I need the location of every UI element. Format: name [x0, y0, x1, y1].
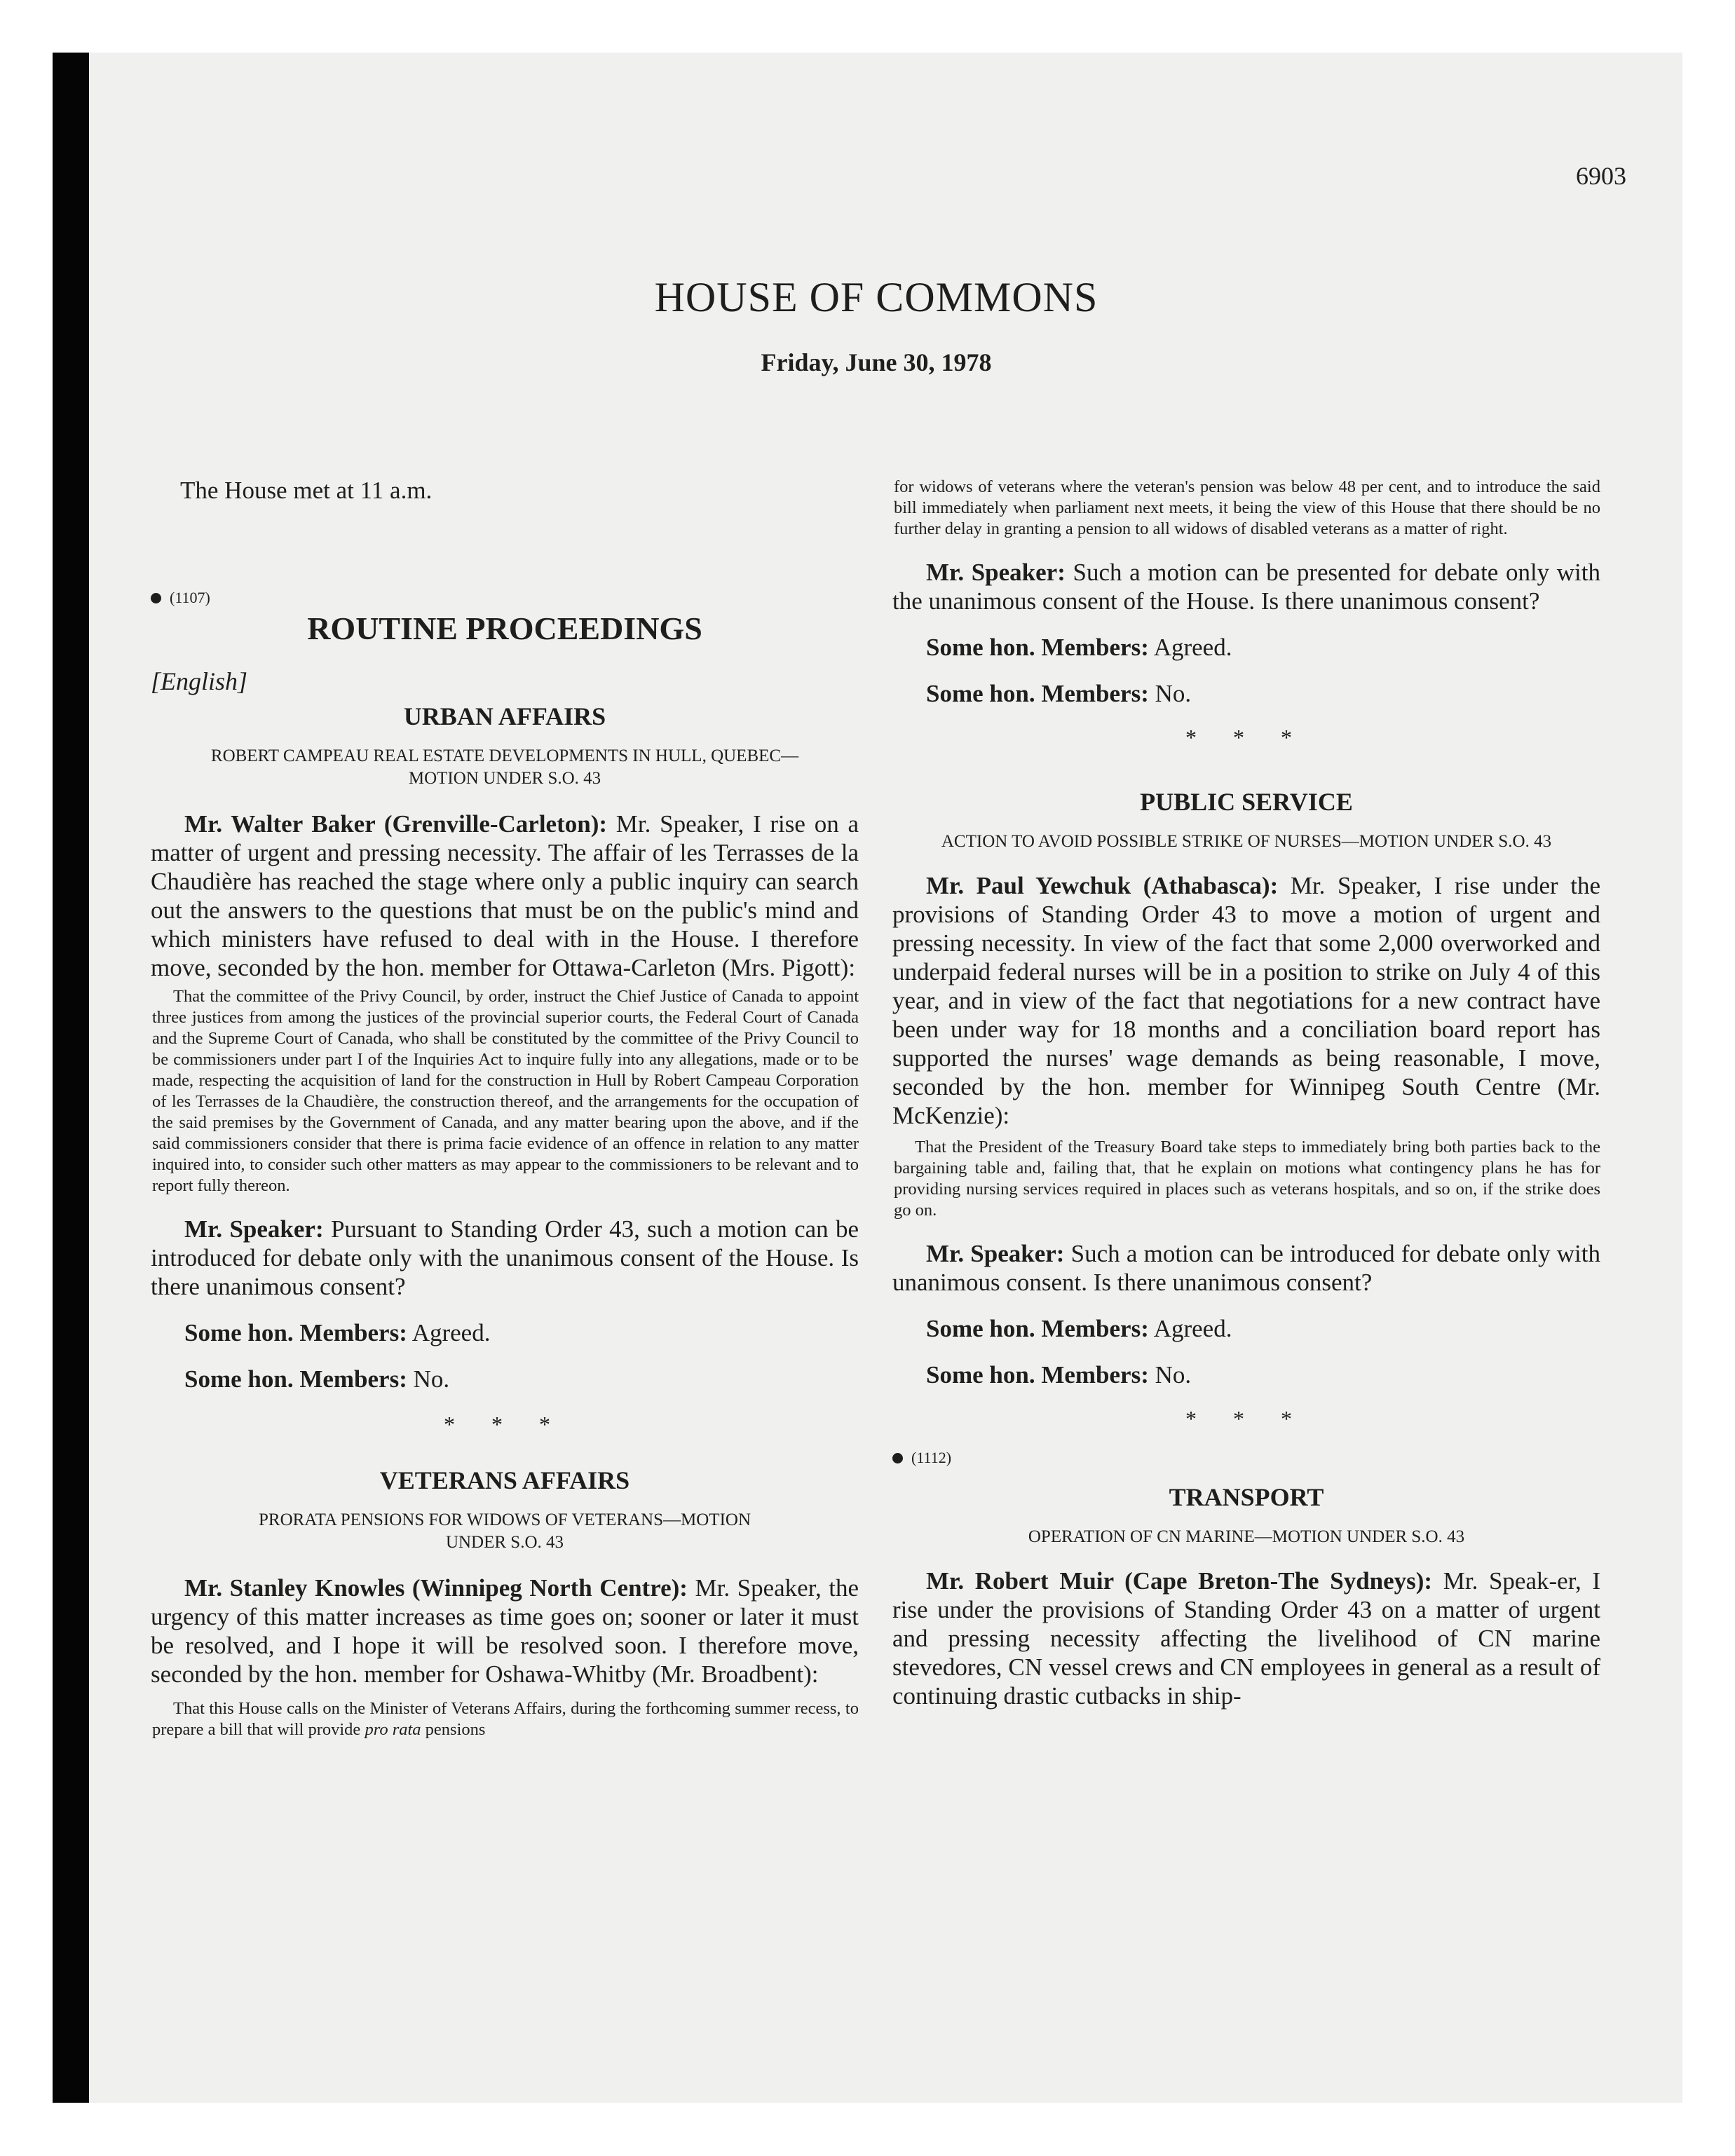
- members-agreed: [151, 1319, 859, 1347]
- veterans-motion-continued: for widows of veterans where the veteran's pension was below 48 per cent, and to introduce the said bill immediately when parliament next meets, it being the view of this House that there should be no further delay in granting a pension to all widows of disabled veterans as a matter of right.: [894, 477, 1600, 538]
- members-no: [151, 1365, 859, 1393]
- members-agreed: [892, 634, 1600, 662]
- speech-text: Mr. Speaker, I rise under the provisions of Standing Order 43 to move a motion of urgent and pressing necessity. In view of the fact that some 2,000 overworked and underpaid federal nurses will be in a position to strike on July 4 of this year, and in view of the fact that negotiations for a new contract have been under way for 18 months and a conciliation board report has supported the nurses' wage demands as being reasonable, I move, seconded by the hon. member for Winnipeg South Centre (Mr. McKenzie):: [892, 872, 1601, 1129]
- time-marker: [892, 1449, 1600, 1467]
- speaker-name: Some hon. Members:: [926, 1315, 1149, 1342]
- baker-speech: [151, 810, 859, 982]
- speaker-name: Mr. Robert Muir (Cape Breton-The Sydneys):: [926, 1567, 1433, 1595]
- speech-text: No.: [1155, 680, 1192, 707]
- urban-affairs-heading: URBAN AFFAIRS: [403, 702, 606, 730]
- transport-heading: TRANSPORT: [1169, 1483, 1324, 1511]
- speaker-name: Mr. Paul Yewchuk (Athabasca):: [926, 872, 1279, 899]
- motion-text: That this House calls on the Minister of Veterans Affairs, during the forthcoming summer recess, to prepare a bill that will provide: [152, 1699, 859, 1739]
- speaker-name: Mr. Walter Baker (Grenville-Carleton):: [184, 810, 608, 838]
- speaker-name: Some hon. Members:: [926, 634, 1149, 661]
- speaker-reply-3: [892, 1239, 1600, 1297]
- page-title: HOUSE OF COMMONS: [654, 274, 1098, 320]
- veterans-affairs-subheading: PRORATA PENSIONS FOR WIDOWS OF VETERANS—MOTION UNDER S.O. 43: [258, 1510, 751, 1552]
- language-tag: [English]: [151, 667, 248, 695]
- speech-text: Agreed.: [1153, 1315, 1232, 1342]
- members-no: [892, 680, 1600, 708]
- speaker-name: Some hon. Members:: [926, 680, 1149, 707]
- section-divider: * * *: [1185, 1406, 1307, 1431]
- members-agreed: [892, 1315, 1600, 1343]
- veterans-affairs-heading: VETERANS AFFAIRS: [379, 1466, 630, 1494]
- members-no: [892, 1361, 1600, 1389]
- urban-affairs-subheading: ROBERT CAMPEAU REAL ESTATE DEVELOPMENTS IN HULL, QUEBEC—MOTION UNDER S.O. 43: [210, 746, 799, 788]
- speaker-name: Mr. Speaker:: [184, 1215, 324, 1243]
- page-number: 6903: [1576, 162, 1626, 190]
- left-column: [151, 477, 859, 1740]
- yewchuk-motion: That the President of the Treasury Board take steps to immediately bring both parties back to the bargaining table and, failing that, that he explain on motions what contingency plans he has for providing nursing services required in places such as veterans hospitals, and so on, if the strike does go on.: [894, 1138, 1600, 1220]
- speaker-name: Mr. Speaker:: [926, 559, 1066, 586]
- speech-text: Mr. Speaker, the urgency of this matter increases as time goes on; sooner or later it must be resolved, and I hope it will be resolved soon. I therefore move, seconded by the hon. member for Oshawa-Whitby (Mr. Broadbent):: [151, 1574, 859, 1688]
- public-service-heading: PUBLIC SERVICE: [1140, 788, 1353, 816]
- bullet-icon: [151, 593, 161, 603]
- speech-text: Such a motion can be introduced for debate only with unanimous consent. Is there unanimous consent?: [892, 1240, 1601, 1296]
- yewchuk-speech: [892, 871, 1600, 1130]
- section-title: ROUTINE PROCEEDINGS: [307, 610, 702, 646]
- right-column: [892, 477, 1600, 1710]
- time-marker: [151, 589, 859, 607]
- time-stamp: (1112): [911, 1449, 952, 1466]
- baker-motion: That the committee of the Privy Council, by order, instruct the Chief Justice of Canada to appoint three justices from among the justices of the provincial superior courts, the Federal Court of Canada and the Supreme Court of Canada, who shall be constituted by the committee of the Privy Council to be commissioners under part I of the Inquiries Act to inquire fully into any allegations, made or to be made, respecting the acquisition of land for the construction in Hull by Robert Campeau Corporation of les Terrasses de la Chaudière, the construction thereof, and the arrangements for the occupation of the said premises by the Government of Canada, and any matter bearing upon the above, and if the said commissioners consider that there is prima facie evidence of an offence in relation to any matter inquired into, to consider such other matters as may appear to the commissioners to be relevant and to report fully thereon.: [152, 987, 859, 1195]
- section-divider: * * *: [1185, 725, 1307, 750]
- speech-text: No.: [1155, 1361, 1192, 1389]
- muir-speech: [892, 1567, 1600, 1710]
- speaker-reply-1: [151, 1215, 859, 1301]
- speaker-name: Mr. Speaker:: [926, 1240, 1065, 1267]
- speaker-name: Mr. Stanley Knowles (Winnipeg North Centre):: [184, 1574, 688, 1602]
- speech-text: Agreed.: [1153, 634, 1232, 661]
- speech-text: Pursuant to Standing Order 43, such a motion can be introduced for debate only with the unanimous consent of the House. Is there unanimous consent?: [151, 1215, 859, 1300]
- motion-italic-text: pro rata: [365, 1720, 421, 1739]
- speaker-name: Some hon. Members:: [184, 1319, 407, 1346]
- speaker-name: Some hon. Members:: [184, 1365, 407, 1393]
- speaker-reply-2: [892, 558, 1600, 615]
- house-met-line: The House met at 11 a.m.: [180, 477, 433, 504]
- section-divider: * * *: [444, 1412, 566, 1437]
- public-service-subheading: ACTION TO AVOID POSSIBLE STRIKE OF NURSES—MOTION UNDER S.O. 43: [941, 832, 1552, 851]
- time-stamp: (1107): [170, 589, 210, 606]
- speaker-name: Some hon. Members:: [926, 1361, 1149, 1389]
- knowles-speech: [151, 1574, 859, 1688]
- speech-text: Mr. Speaker, I rise on a matter of urgent and pressing necessity. The affair of les Terrasses de la Chaudière has reached the stage where only a public inquiry can search out the answers to the questions that must be on the public's mind and which ministers have refused to deal with in the House. I therefore move, seconded by the hon. member for Ottawa-Carleton (Mrs. Pigott):: [151, 810, 859, 981]
- speech-text: Mr. Speak-er, I rise under the provisions of Standing Order 43 on a matter of urgent and pressing necessity affecting the livelihood of CN marine stevedores, CN vessel crews and CN employees in general as a result of continuing drastic cutbacks in ship-: [892, 1567, 1600, 1710]
- motion-text: pensions: [421, 1720, 486, 1739]
- transport-subheading: OPERATION OF CN MARINE—MOTION UNDER S.O. 43: [1028, 1527, 1465, 1546]
- speech-text: No.: [413, 1365, 450, 1393]
- speech-text: Such a motion can be presented for debate only with the unanimous consent of the House. Is there unanimous consent?: [892, 559, 1600, 615]
- bullet-icon: [892, 1453, 903, 1464]
- knowles-motion: [151, 1698, 859, 1740]
- scan-edge-bar: [53, 53, 89, 2103]
- sitting-date: Friday, June 30, 1978: [761, 348, 992, 376]
- speech-text: Agreed.: [411, 1319, 491, 1346]
